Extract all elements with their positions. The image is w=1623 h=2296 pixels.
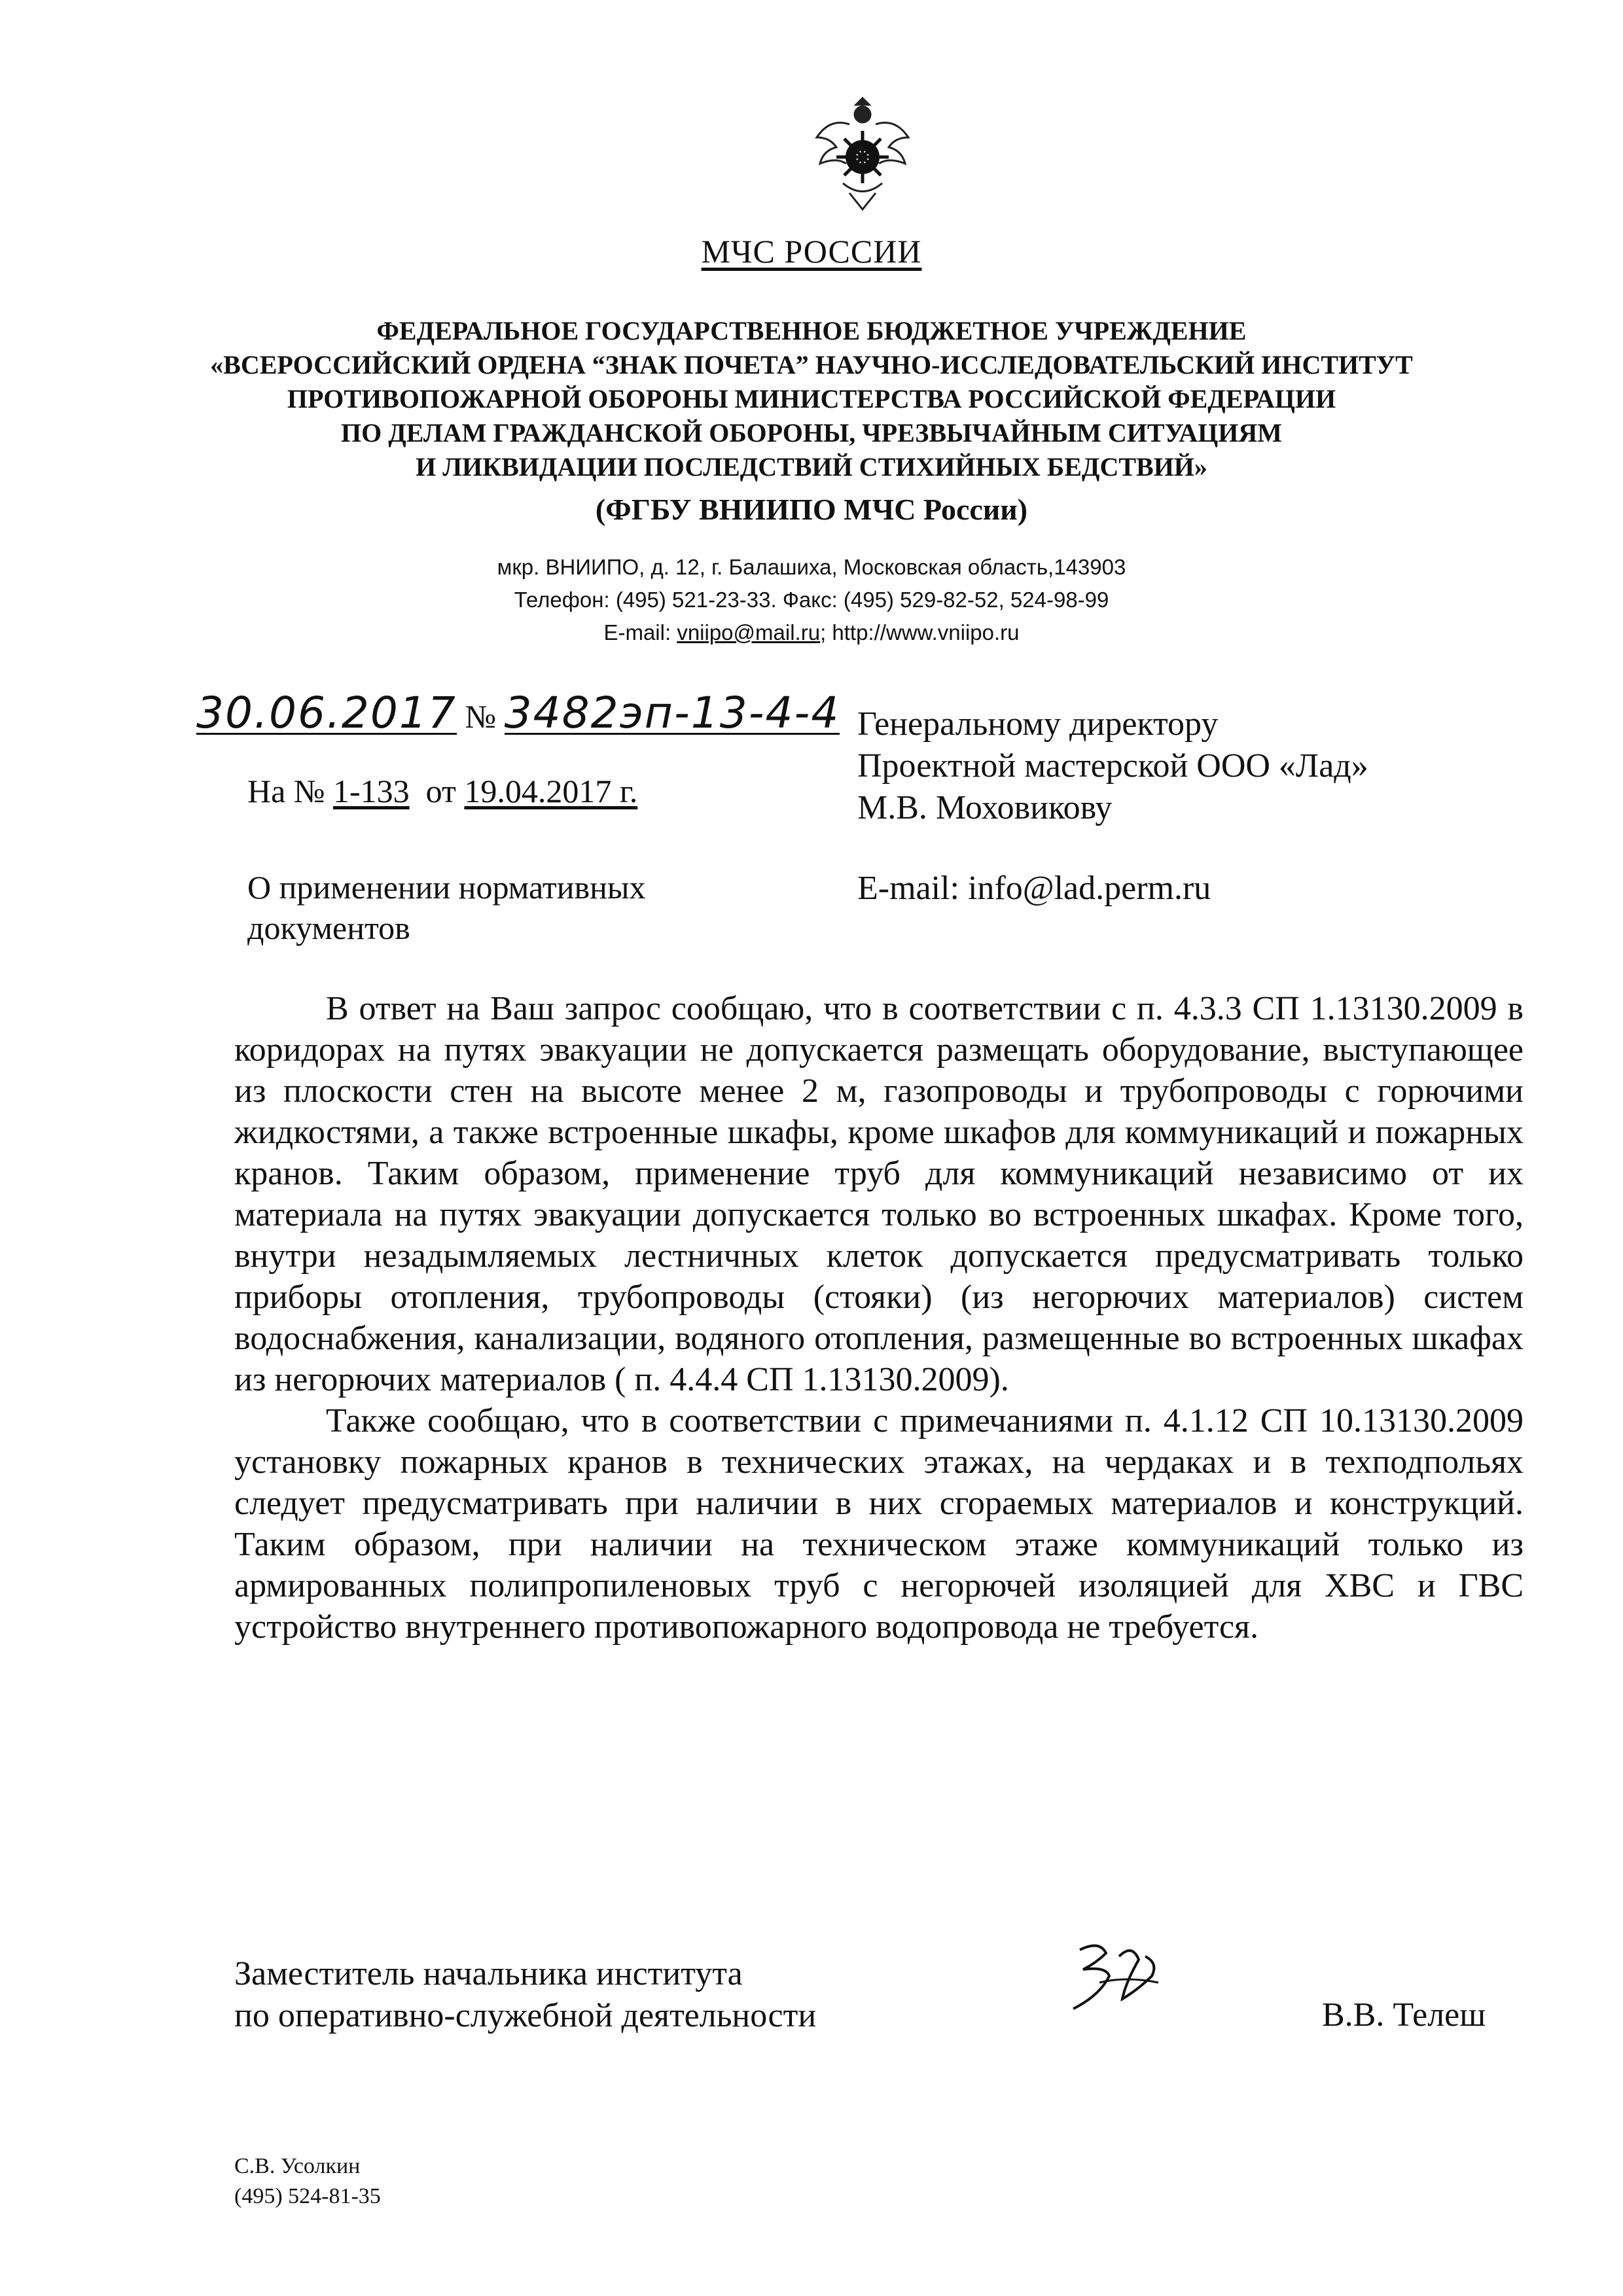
executor-name: С.В. Усолкин: [234, 2154, 361, 2178]
emblem-icon: [804, 85, 921, 216]
email-link[interactable]: vniipo@mail.ru: [677, 620, 821, 645]
org-line: ПРОТИВОПОЖАРНОЙ ОБОРОНЫ МИНИСТЕРСТВА РОССИЙСКОЙ ФЕДЕРАЦИИ: [287, 384, 1336, 414]
org-line: И ЛИКВИДАЦИИ ПОСЛЕДСТВИЙ СТИХИЙНЫХ БЕДСТВИЙ»: [416, 452, 1207, 482]
handwritten-signature: [1060, 1937, 1171, 2022]
letter-subject: О применении нормативных документов: [247, 869, 646, 946]
addressee-email: E-mail: info@lad.perm.ru: [857, 870, 1211, 907]
body-paragraph: В ответ на Ваш запрос сообщаю, что в соответствии с п. 4.3.3 СП 1.13130.2009 в коридорах на путях эвакуации не допускается размещать оборудование, выступающее из плоскости стен на высоте менее 2 м, газопроводы и трубопроводы с горючими жидкостями, а также встроенные шкафы, кроме шкафов для коммуникаций и пожарных кранов. Таким образом, применение труб для коммуникаций независимо от их материала на путях эвакуации допускается только во встроенных шкафах. Кроме того, внутри незадымляемых лестничных клеток допускается предусматривать только приборы отопления, трубопроводы (стояки) (из негорючих материалов) систем водоснабжения, канализации, водяного отопления, размещенные во встроенных шкафах из негорючих материалов ( п. 4.4.4 СП 1.13130.2009).: [234, 990, 1524, 1398]
request-from-label: от: [425, 773, 456, 809]
addressee-position: Генеральному директору: [857, 705, 1219, 743]
organization-abbreviation: (ФГБУ ВНИИПО МЧС России): [595, 493, 1028, 526]
registration-line: [196, 688, 840, 738]
email-label: E-mail:: [603, 620, 677, 645]
org-line: ПО ДЕЛАМ ГРАЖДАНСКОЙ ОБОРОНЫ, ЧРЕЗВЫЧАЙНЫМ СИТУАЦИЯМ: [341, 418, 1282, 448]
request-prefix: На №: [247, 773, 325, 809]
registration-number: 3482эп-13-4-4: [504, 688, 840, 738]
org-line: ФЕДЕРАЛЬНОЕ ГОСУДАРСТВЕННОЕ БЮДЖЕТНОЕ УЧРЕЖДЕНИЕ: [376, 316, 1247, 345]
addressee-company: Проектной мастерской ООО «Лад»: [857, 747, 1368, 785]
organization-name: [0, 314, 1623, 484]
addressee-name: М.В. Моховикову: [857, 789, 1113, 826]
request-reference: [247, 772, 637, 810]
ministry-name: МЧС РОССИИ: [701, 233, 922, 270]
address: мкр. ВНИИПО, д. 12, г. Балашиха, Московская область,143903: [497, 555, 1126, 579]
request-date: 19.04.2017 г.: [464, 773, 638, 809]
number-sign: №: [465, 698, 497, 735]
phone-fax: Телефон: (495) 521-23-33. Факс: (495) 529-82-52, 524-98-99: [514, 588, 1109, 612]
signatory-name: В.В. Телеш: [1322, 1996, 1486, 2034]
executor-info: [234, 2151, 381, 2212]
signatory-title-line: по оперативно-служебной деятельности: [234, 1997, 817, 2034]
email-line: [0, 616, 1623, 649]
signatory-title: [234, 1953, 816, 2037]
org-line: «ВСЕРОССИЙСКИЙ ОРДЕНА “ЗНАК ПОЧЕТА” НАУЧНО-ИССЛЕДОВАТЕЛЬСКИЙ ИНСТИТУТ: [210, 350, 1413, 380]
addressee: [857, 703, 1577, 829]
signatory-title-line: Заместитель начальника института: [234, 1955, 743, 1992]
letter-body: [234, 988, 1524, 1648]
body-paragraph: Также сообщаю, что в соответствии с примечаниями п. 4.1.12 СП 10.13130.2009 установку пожарных кранов в технических этажах, на чердаках и в техподпольях следует предусматривать при наличии в них сгораемых материалов и конструкций. Таким образом, при наличии на техническом этаже коммуникаций только из армированных полипропиленовых труб с негорючей изоляцией для ХВС и ГВС устройство внутреннего противопожарного водопровода не требуется.: [234, 1402, 1524, 1646]
executor-phone: (495) 524-81-35: [234, 2184, 381, 2208]
organization-contacts: [0, 551, 1623, 649]
website: ; http://www.vniipo.ru: [820, 620, 1020, 645]
registration-date: 30.06.2017: [196, 688, 457, 738]
request-number: 1-133: [333, 773, 410, 809]
